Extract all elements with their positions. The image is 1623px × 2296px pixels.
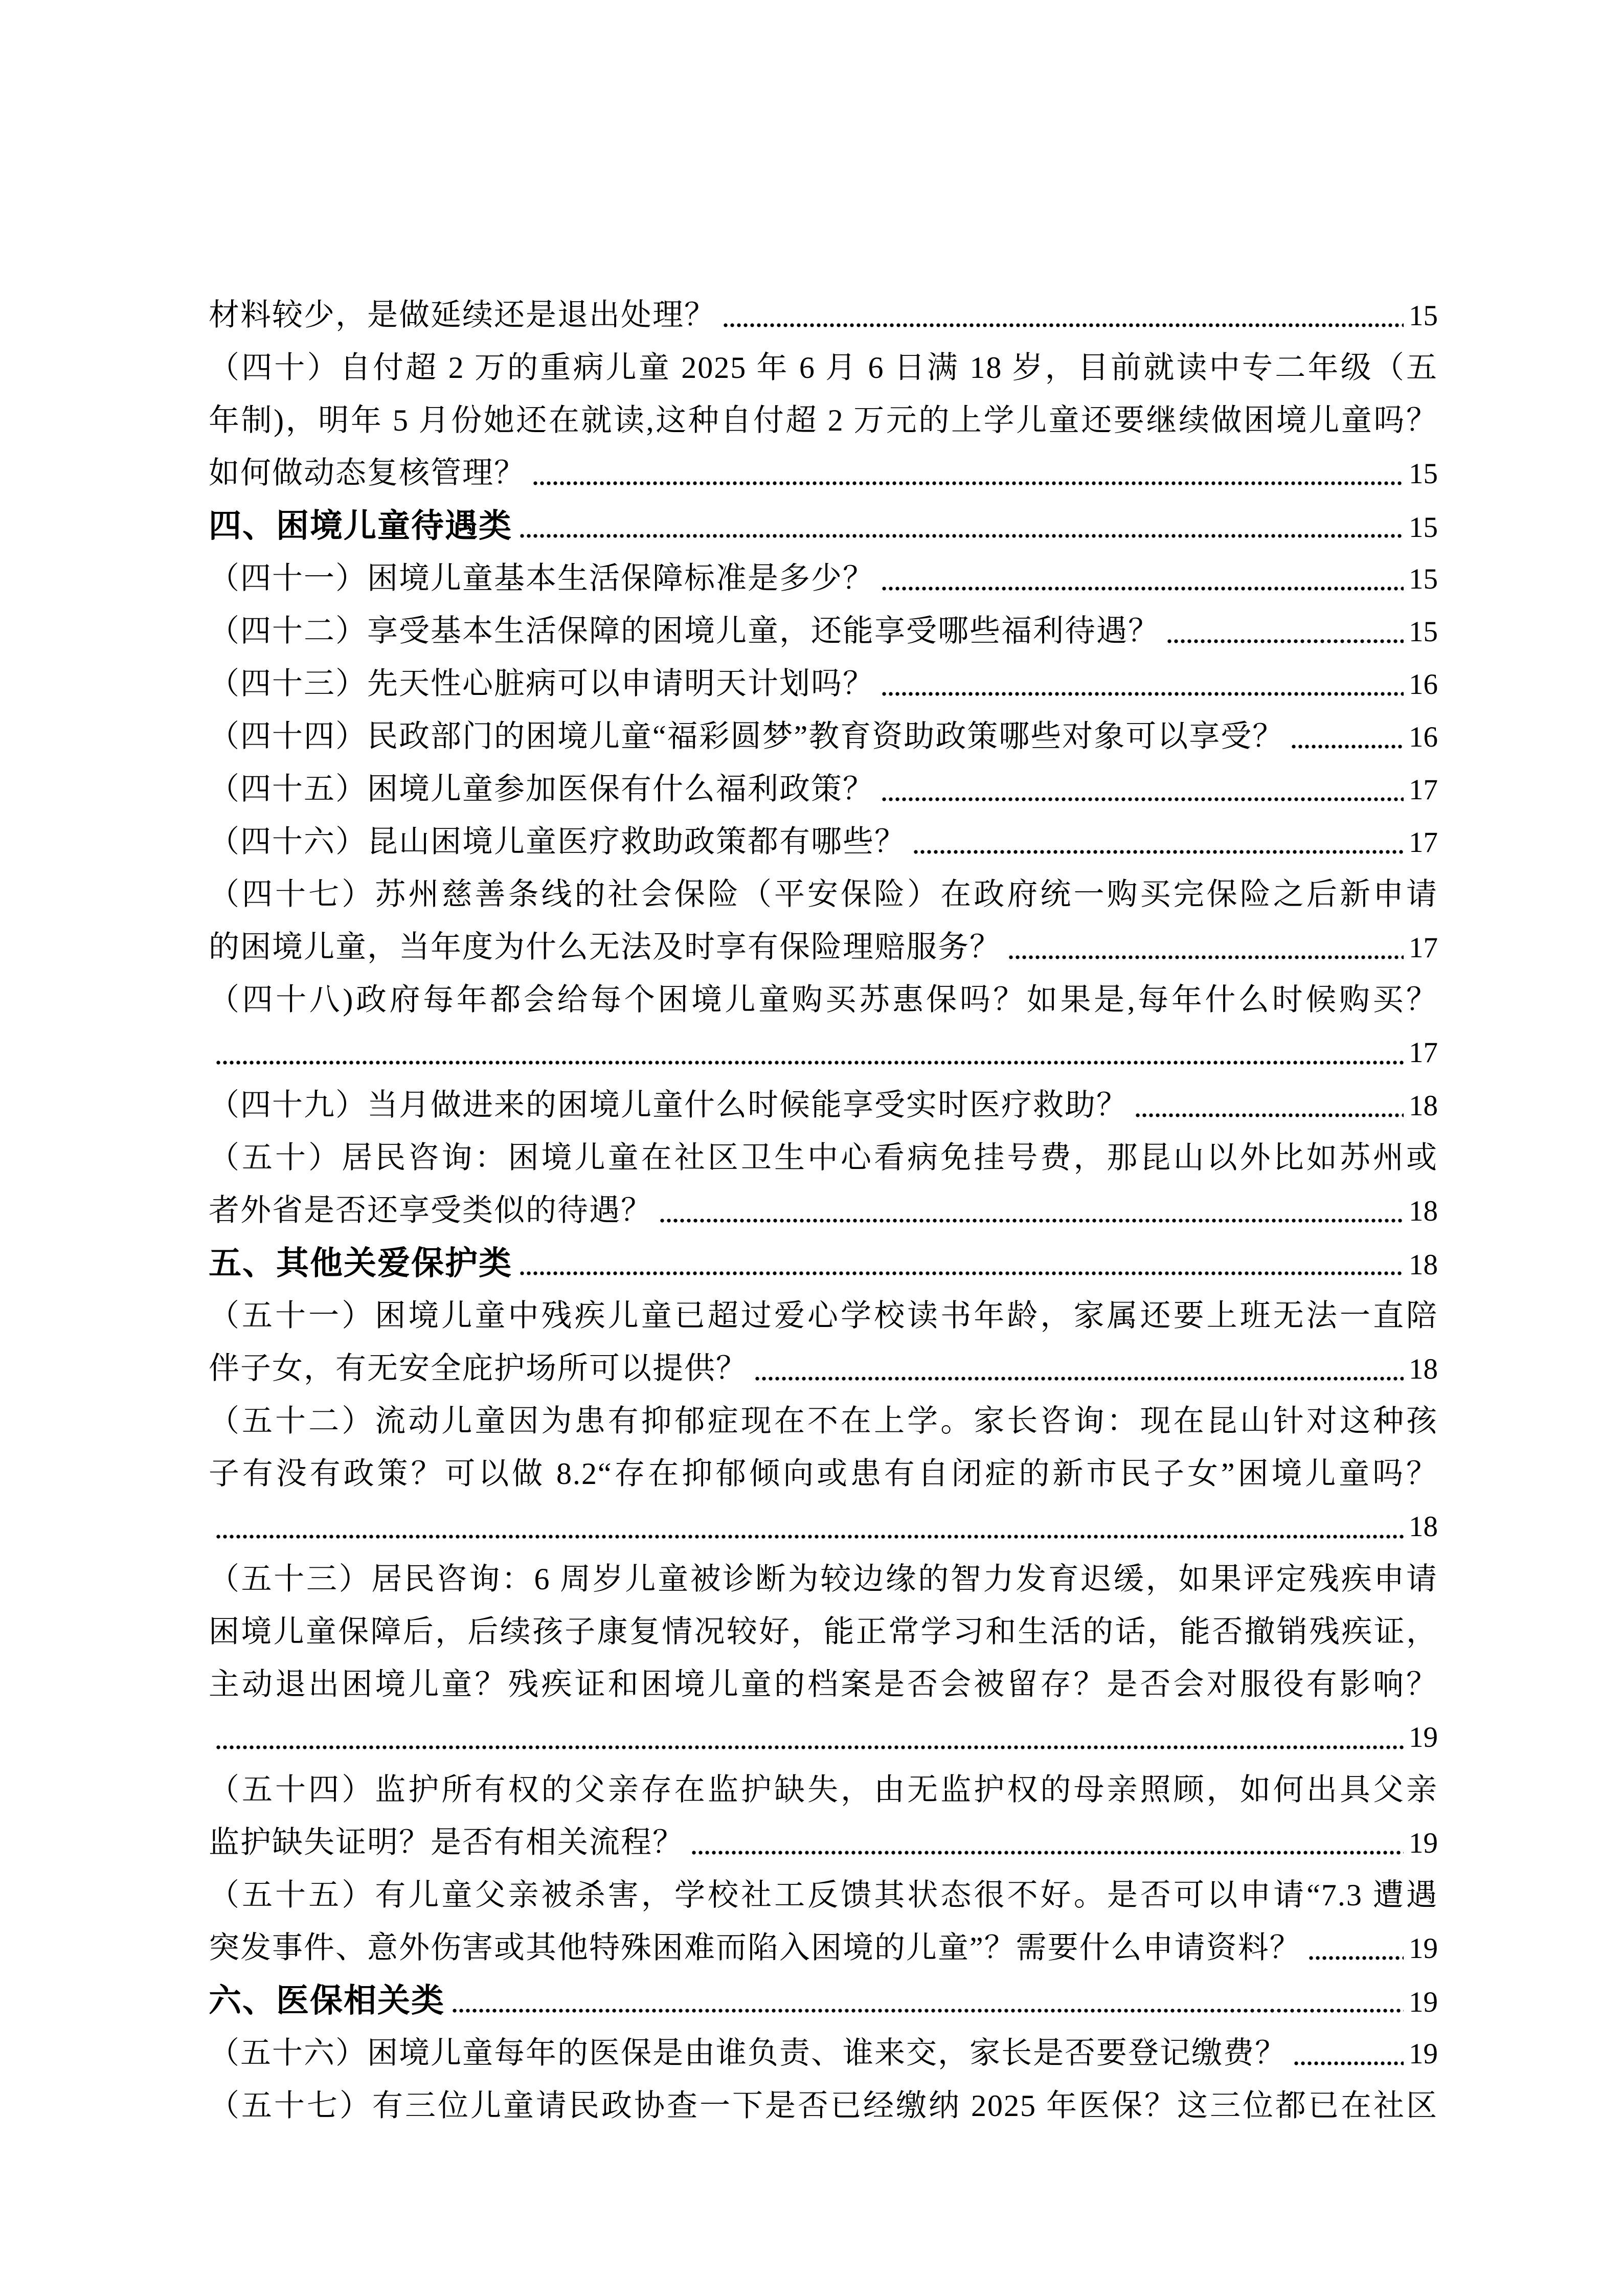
toc-entry-text: 四、困境儿童待遇类	[209, 507, 512, 544]
toc-entry-page-number: 19	[1409, 1721, 1438, 1753]
dot-leader	[1291, 744, 1404, 749]
toc-entry-page-number: 16	[1409, 668, 1438, 701]
dot-leader	[1309, 1955, 1404, 1961]
toc-entry-text: （四十九）当月做进来的困境儿童什么时候能享受实时医疗救助？	[209, 1088, 1128, 1122]
toc-entry[interactable]	[209, 1711, 1438, 1764]
toc-entry-page-number: 17	[1409, 826, 1438, 859]
toc-entry-continuation[interactable]	[209, 1658, 1438, 1711]
toc-entry-text: （四十二）享受基本生活保障的困境儿童，还能享受哪些福利待遇？	[209, 614, 1160, 648]
toc-entry[interactable]	[209, 1079, 1438, 1132]
dot-leader	[1167, 639, 1404, 644]
dot-leader	[216, 1534, 1404, 1539]
dot-leader	[452, 2008, 1404, 2013]
toc-entry-continuation[interactable]	[209, 1448, 1438, 1500]
toc-entry-page-number: 18	[1409, 1090, 1438, 1122]
toc-entry-page-number: 17	[1409, 1037, 1438, 1069]
toc-entry-page-number: 15	[1409, 563, 1438, 595]
toc-entry-continuation[interactable]	[209, 1132, 1438, 1184]
toc-entry[interactable]	[209, 1974, 1438, 2027]
toc-entry-text: 伴子女，有无安全庇护场所可以提供？	[209, 1352, 748, 1385]
toc-entry-page-number: 15	[1409, 300, 1438, 332]
toc-entry-page-number: 15	[1409, 511, 1438, 544]
toc-entry-text: 年制)，明年 5 月份她还在就读,这种自付超 2 万元的上学儿童还要继续做困境儿童吗？	[209, 403, 1438, 437]
toc-entry-text: （四十三）先天性心脏病可以申请明天计划吗？	[209, 667, 874, 701]
toc-entry-text: （五十四）监护所有权的父亲存在监护缺失，由无监护权的母亲照顾，如何出具父亲	[209, 1773, 1438, 1807]
toc-entry-text: （五十）居民咨询：困境儿童在社区卫生中心看病免挂号费，那昆山以外比如苏州或	[209, 1141, 1438, 1175]
toc-entry-text: （四十六）昆山困境儿童医疗救助政策都有哪些？	[209, 825, 906, 859]
dot-leader	[520, 533, 1404, 538]
toc-entry-page-number: 17	[1409, 932, 1438, 964]
dot-leader	[520, 1271, 1404, 1276]
toc-entry-page-number: 19	[1409, 1932, 1438, 1965]
toc-entry-text: （五十二）流动儿童因为患有抑郁症现在不在上学。家长咨询：现在昆山针对这种孩	[209, 1404, 1438, 1438]
toc-entry-page-number: 15	[1409, 458, 1438, 490]
toc-entry[interactable]	[209, 447, 1438, 500]
toc-entry-text: （五十三）居民咨询：6 周岁儿童被诊断为较边缘的智力发育迟缓，如果评定残疾申请	[209, 1562, 1438, 1596]
toc-entry[interactable]	[209, 763, 1438, 816]
dot-leader	[723, 323, 1404, 328]
toc-entry-text: 材料较少，是做延续还是退出处理？	[209, 298, 716, 332]
toc-entry[interactable]	[209, 1184, 1438, 1237]
dot-leader	[882, 797, 1404, 802]
dot-leader	[1135, 1113, 1404, 1118]
toc-entry-text: 主动退出困境儿童？残疾证和困境儿童的档案是否会被留存？是否会对服役有影响？	[209, 1668, 1438, 1701]
toc-entry-continuation[interactable]	[209, 1395, 1438, 1448]
toc-entry[interactable]	[209, 1500, 1438, 1553]
toc-entry-continuation[interactable]	[209, 1290, 1438, 1342]
dot-leader	[216, 1745, 1404, 1750]
toc-entry-continuation[interactable]	[209, 1553, 1438, 1606]
toc-entry-continuation[interactable]	[209, 2080, 1438, 2132]
toc-entry-page-number: 16	[1409, 721, 1438, 753]
toc-entry-text: （四十四）民政部门的困境儿童“福彩圆梦”教育资助政策哪些对象可以享受？	[209, 719, 1284, 753]
toc-entry-text: 六、医保相关类	[209, 1982, 445, 2019]
toc-entry-page-number: 19	[1409, 2038, 1438, 2070]
toc-entry-page-number: 18	[1409, 1195, 1438, 1227]
dot-leader	[216, 1060, 1404, 1065]
toc-entry-text: 的困境儿童，当年度为什么无法及时享有保险理赔服务？	[209, 930, 1001, 964]
toc-entry[interactable]	[209, 658, 1438, 710]
toc-entry[interactable]	[209, 1237, 1438, 1290]
toc-entry-page-number: 17	[1409, 774, 1438, 806]
dot-leader	[913, 849, 1404, 854]
dot-leader	[882, 586, 1404, 591]
toc-entry-continuation[interactable]	[209, 394, 1438, 447]
toc-entry[interactable]	[209, 1342, 1438, 1395]
toc-entry-page-number: 19	[1409, 1986, 1438, 2018]
toc-entry-text: （五十一）困境儿童中残疾儿童已超过爱心学校读书年龄，家属还要上班无法一直陪	[209, 1299, 1438, 1333]
toc-entry-text: （五十六）困境儿童每年的医保是由谁负责、谁来交，家长是否要登记缴费？	[209, 2036, 1287, 2070]
toc-entry-continuation[interactable]	[209, 342, 1438, 394]
toc-entry-continuation[interactable]	[209, 1764, 1438, 1816]
toc-entry-text: （四十五）困境儿童参加医保有什么福利政策？	[209, 772, 874, 806]
toc-entry-text: （四十）自付超 2 万的重病儿童 2025 年 6 月 6 日满 18 岁，目前就读中专二年级（五	[209, 351, 1438, 385]
dot-leader	[1008, 955, 1404, 960]
dot-leader	[533, 481, 1404, 486]
toc-entry-text: （四十一）困境儿童基本生活保障标准是多少？	[209, 561, 874, 595]
toc-entry-page-number: 19	[1409, 1827, 1438, 1859]
toc-entry-text: 五、其他关爱保护类	[209, 1245, 512, 1281]
toc-entry[interactable]	[209, 552, 1438, 605]
toc-entry-text: 子有没有政策？可以做 8.2“存在抑郁倾向或患有自闭症的新市民子女”困境儿童吗？	[209, 1457, 1438, 1491]
dot-leader	[882, 691, 1404, 696]
toc-entry[interactable]	[209, 1026, 1438, 1079]
dot-leader	[1294, 2061, 1404, 2066]
toc-entry-page-number: 18	[1409, 1511, 1438, 1543]
toc-list	[209, 289, 1438, 2132]
toc-entry-page-number: 18	[1409, 1249, 1438, 1281]
toc-entry-text: （五十七）有三位儿童请民政协查一下是否已经缴纳 2025 年医保？这三位都已在社区	[209, 2089, 1438, 2123]
toc-entry[interactable]	[209, 1922, 1438, 1974]
toc-entry-text: 者外省是否还享受类似的待遇？	[209, 1194, 652, 1227]
toc-entry-text: （四十七）苏州慈善条线的社会保险（平安保险）在政府统一购买完保险之后新申请	[209, 877, 1438, 911]
toc-entry[interactable]	[209, 289, 1438, 342]
toc-entry-continuation[interactable]	[209, 868, 1438, 921]
toc-entry-text: （五十五）有儿童父亲被杀害，学校社工反馈其状态很不好。是否可以申请“7.3 遭遇	[209, 1878, 1438, 1912]
toc-entry[interactable]	[209, 1816, 1438, 1869]
toc-entry-text: （四十八)政府每年都会给每个困境儿童购买苏惠保吗？如果是,每年什么时候购买？	[209, 983, 1438, 1017]
dot-leader	[755, 1376, 1404, 1381]
toc-entry-page-number: 18	[1409, 1353, 1438, 1385]
toc-entry[interactable]	[209, 500, 1438, 552]
toc-entry-continuation[interactable]	[209, 1869, 1438, 1922]
toc-entry[interactable]	[209, 2027, 1438, 2080]
toc-entry-text: 监护缺失证明？是否有相关流程？	[209, 1826, 684, 1859]
toc-entry[interactable]	[209, 921, 1438, 974]
toc-entry-text: 突发事件、意外伤害或其他特殊困难而陷入困境的儿童”？需要什么申请资料？	[209, 1931, 1301, 1965]
dot-leader	[660, 1218, 1404, 1223]
toc-entry-page-number: 15	[1409, 616, 1438, 648]
toc-entry-continuation[interactable]	[209, 974, 1438, 1026]
dot-leader	[691, 1850, 1404, 1855]
toc-entry[interactable]	[209, 605, 1438, 658]
toc-entry-continuation[interactable]	[209, 1606, 1438, 1658]
toc-entry-text: 如何做动态复核管理？	[209, 456, 526, 490]
toc-entry-text: 困境儿童保障后，后续孩子康复情况较好，能正常学习和生活的话，能否撤销残疾证，	[209, 1615, 1438, 1649]
toc-entry[interactable]	[209, 816, 1438, 868]
toc-entry[interactable]	[209, 710, 1438, 763]
